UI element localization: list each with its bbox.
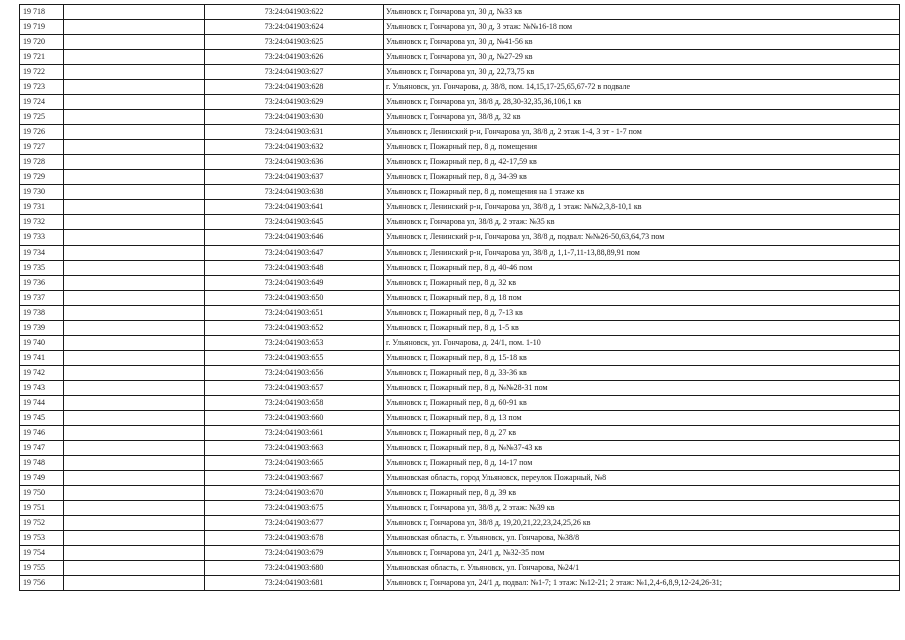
table-row (20, 110, 900, 125)
cadastral-number-cell: 73:24:041903:670 (205, 486, 384, 501)
cadastral-number-cell: 73:24:041903:681 (205, 576, 384, 591)
registry-sheet (19, 4, 899, 591)
address-cell: Ульяновск г, Пожарный пер, 8 д, 7-13 кв (384, 305, 900, 320)
cadastral-number-cell: 73:24:041903:677 (205, 516, 384, 531)
cadastral-number-cell: 73:24:041903:656 (205, 365, 384, 380)
row-number-cell: 19 755 (20, 561, 64, 576)
cadastral-number-cell: 73:24:041903:679 (205, 546, 384, 561)
table-row (20, 65, 900, 80)
address-cell: Ульяновск г, Пожарный пер, 8 д, 27 кв (384, 425, 900, 440)
address-cell: Ульяновск г, Ленинский р-н, Гончарова ул, 38/8 д, подвал: №№26-50,63,64,73 пом (384, 230, 900, 245)
empty-cell (64, 425, 205, 440)
cadastral-number-cell: 73:24:041903:638 (205, 185, 384, 200)
empty-cell (64, 335, 205, 350)
empty-cell (64, 110, 205, 125)
cadastral-number-cell: 73:24:041903:653 (205, 335, 384, 350)
address-cell: Ульяновск г, Пожарный пер, 8 д, 13 пом (384, 410, 900, 425)
empty-cell (64, 95, 205, 110)
address-cell: г. Ульяновск, ул. Гончарова, д. 38/8, пом. 14,15,17-25,65,67-72 в подвале (384, 80, 900, 95)
row-number-cell: 19 749 (20, 470, 64, 485)
table-row (20, 140, 900, 155)
empty-cell (64, 531, 205, 546)
address-cell: Ульяновск г, Гончарова ул, 30 д, 3 этаж: №№16-18 пом (384, 20, 900, 35)
empty-cell (64, 65, 205, 80)
address-cell: Ульяновск г, Пожарный пер, 8 д, 1-5 кв (384, 320, 900, 335)
cadastral-number-cell: 73:24:041903:661 (205, 425, 384, 440)
cadastral-number-cell: 73:24:041903:658 (205, 395, 384, 410)
row-number-cell: 19 733 (20, 230, 64, 245)
cadastral-number-cell: 73:24:041903:648 (205, 260, 384, 275)
address-cell: Ульяновск г, Пожарный пер, 8 д, 60-91 кв (384, 395, 900, 410)
empty-cell (64, 215, 205, 230)
row-number-cell: 19 748 (20, 455, 64, 470)
cadastral-number-cell: 73:24:041903:646 (205, 230, 384, 245)
table-row (20, 350, 900, 365)
empty-cell (64, 455, 205, 470)
row-number-cell: 19 731 (20, 200, 64, 215)
empty-cell (64, 516, 205, 531)
empty-cell (64, 200, 205, 215)
table-row (20, 320, 900, 335)
empty-cell (64, 230, 205, 245)
empty-cell (64, 380, 205, 395)
row-number-cell: 19 721 (20, 50, 64, 65)
row-number-cell: 19 739 (20, 320, 64, 335)
table-row (20, 440, 900, 455)
empty-cell (64, 320, 205, 335)
cadastral-number-cell: 73:24:041903:651 (205, 305, 384, 320)
address-cell: Ульяновская область, г. Ульяновск, ул. Гончарова, №24/1 (384, 561, 900, 576)
row-number-cell: 19 722 (20, 65, 64, 80)
address-cell: Ульяновск г, Пожарный пер, 8 д, №№37-43 кв (384, 440, 900, 455)
empty-cell (64, 5, 205, 20)
row-number-cell: 19 756 (20, 576, 64, 591)
address-cell: Ульяновск г, Гончарова ул, 38/8 д, 28,30-32,35,36,106,1 кв (384, 95, 900, 110)
row-number-cell: 19 752 (20, 516, 64, 531)
table-row (20, 5, 900, 20)
address-cell: Ульяновск г, Пожарный пер, 8 д, 18 пом (384, 290, 900, 305)
cadastral-number-cell: 73:24:041903:626 (205, 50, 384, 65)
cadastral-number-cell: 73:24:041903:650 (205, 290, 384, 305)
empty-cell (64, 470, 205, 485)
table-row (20, 380, 900, 395)
row-number-cell: 19 744 (20, 395, 64, 410)
address-cell: Ульяновск г, Гончарова ул, 38/8 д, 2 этаж: №39 кв (384, 501, 900, 516)
table-row (20, 80, 900, 95)
table-row (20, 260, 900, 275)
table-row (20, 215, 900, 230)
table-row (20, 516, 900, 531)
empty-cell (64, 561, 205, 576)
cadastral-number-cell: 73:24:041903:627 (205, 65, 384, 80)
empty-cell (64, 440, 205, 455)
cadastral-number-cell: 73:24:041903:678 (205, 531, 384, 546)
table-row (20, 455, 900, 470)
cadastral-number-cell: 73:24:041903:629 (205, 95, 384, 110)
cadastral-number-cell: 73:24:041903:660 (205, 410, 384, 425)
address-cell: Ульяновск г, Гончарова ул, 38/8 д, 32 кв (384, 110, 900, 125)
address-cell: Ульяновск г, Пожарный пер, 8 д, помещения (384, 140, 900, 155)
row-number-cell: 19 751 (20, 501, 64, 516)
row-number-cell: 19 738 (20, 305, 64, 320)
cadastral-number-cell: 73:24:041903:665 (205, 455, 384, 470)
empty-cell (64, 140, 205, 155)
cadastral-number-cell: 73:24:041903:657 (205, 380, 384, 395)
table-row (20, 546, 900, 561)
empty-cell (64, 546, 205, 561)
table-row (20, 20, 900, 35)
address-cell: Ульяновск г, Ленинский р-н, Гончарова ул, 38/8 д, 1 этаж: №№2,3,8-10,1 кв (384, 200, 900, 215)
empty-cell (64, 410, 205, 425)
cadastral-number-cell: 73:24:041903:680 (205, 561, 384, 576)
address-cell: Ульяновская область, г. Ульяновск, ул. Гончарова, №38/8 (384, 531, 900, 546)
empty-cell (64, 155, 205, 170)
table-row (20, 170, 900, 185)
cadastral-number-cell: 73:24:041903:631 (205, 125, 384, 140)
address-cell: Ульяновск г, Гончарова ул, 30 д, №33 кв (384, 5, 900, 20)
row-number-cell: 19 718 (20, 5, 64, 20)
empty-cell (64, 245, 205, 260)
table-row (20, 335, 900, 350)
row-number-cell: 19 754 (20, 546, 64, 561)
row-number-cell: 19 741 (20, 350, 64, 365)
address-cell: Ульяновская область, город Ульяновск, переулок Пожарный, №8 (384, 470, 900, 485)
empty-cell (64, 80, 205, 95)
empty-cell (64, 350, 205, 365)
cadastral-number-cell: 73:24:041903:622 (205, 5, 384, 20)
row-number-cell: 19 726 (20, 125, 64, 140)
empty-cell (64, 486, 205, 501)
address-cell: Ульяновск г, Ленинский р-н, Гончарова ул, 38/8 д, 1,1-7,11-13,88,89,91 пом (384, 245, 900, 260)
cadastral-number-cell: 73:24:041903:641 (205, 200, 384, 215)
address-cell: Ульяновск г, Ленинский р-н, Гончарова ул, 38/8 д, 2 этаж 1-4, 3 эт - 1-7 пом (384, 125, 900, 140)
row-number-cell: 19 750 (20, 486, 64, 501)
registry-table-body (20, 5, 900, 591)
empty-cell (64, 275, 205, 290)
cadastral-number-cell: 73:24:041903:630 (205, 110, 384, 125)
row-number-cell: 19 720 (20, 35, 64, 50)
address-cell: Ульяновск г, Пожарный пер, 8 д, 32 кв (384, 275, 900, 290)
table-row (20, 470, 900, 485)
table-row (20, 365, 900, 380)
row-number-cell: 19 729 (20, 170, 64, 185)
table-row (20, 290, 900, 305)
row-number-cell: 19 745 (20, 410, 64, 425)
empty-cell (64, 125, 205, 140)
empty-cell (64, 260, 205, 275)
table-row (20, 395, 900, 410)
address-cell: Ульяновск г, Гончарова ул, 24/1 д, подвал: №1-7; 1 этаж: №12-21; 2 этаж: №1,2,4-6,8,9,12-24,26-31; (384, 576, 900, 591)
cadastral-number-cell: 73:24:041903:647 (205, 245, 384, 260)
table-row (20, 155, 900, 170)
row-number-cell: 19 728 (20, 155, 64, 170)
empty-cell (64, 395, 205, 410)
cadastral-number-cell: 73:24:041903:655 (205, 350, 384, 365)
cadastral-number-cell: 73:24:041903:663 (205, 440, 384, 455)
row-number-cell: 19 753 (20, 531, 64, 546)
row-number-cell: 19 730 (20, 185, 64, 200)
empty-cell (64, 290, 205, 305)
cadastral-number-cell: 73:24:041903:625 (205, 35, 384, 50)
cadastral-number-cell: 73:24:041903:636 (205, 155, 384, 170)
row-number-cell: 19 746 (20, 425, 64, 440)
table-row (20, 305, 900, 320)
table-row (20, 561, 900, 576)
table-row (20, 245, 900, 260)
table-row (20, 410, 900, 425)
row-number-cell: 19 742 (20, 365, 64, 380)
empty-cell (64, 501, 205, 516)
table-row (20, 425, 900, 440)
empty-cell (64, 365, 205, 380)
address-cell: Ульяновск г, Гончарова ул, 38/8 д, 19,20,21,22,23,24,25,26 кв (384, 516, 900, 531)
address-cell: Ульяновск г, Гончарова ул, 24/1 д, №32-35 пом (384, 546, 900, 561)
address-cell: Ульяновск г, Пожарный пер, 8 д, 33-36 кв (384, 365, 900, 380)
row-number-cell: 19 727 (20, 140, 64, 155)
empty-cell (64, 50, 205, 65)
empty-cell (64, 305, 205, 320)
row-number-cell: 19 725 (20, 110, 64, 125)
cadastral-number-cell: 73:24:041903:667 (205, 470, 384, 485)
empty-cell (64, 20, 205, 35)
row-number-cell: 19 735 (20, 260, 64, 275)
address-cell: Ульяновск г, Пожарный пер, 8 д, 40-46 пом (384, 260, 900, 275)
row-number-cell: 19 719 (20, 20, 64, 35)
table-row (20, 50, 900, 65)
address-cell: Ульяновск г, Пожарный пер, 8 д, 39 кв (384, 486, 900, 501)
registry-table (19, 4, 900, 591)
cadastral-number-cell: 73:24:041903:675 (205, 501, 384, 516)
address-cell: Ульяновск г, Гончарова ул, 30 д, №41-56 кв (384, 35, 900, 50)
address-cell: Ульяновск г, Пожарный пер, 8 д, помещения на 1 этаже кв (384, 185, 900, 200)
table-row (20, 501, 900, 516)
row-number-cell: 19 743 (20, 380, 64, 395)
table-row (20, 200, 900, 215)
address-cell: Ульяновск г, Пожарный пер, 8 д, 14-17 пом (384, 455, 900, 470)
cadastral-number-cell: 73:24:041903:645 (205, 215, 384, 230)
row-number-cell: 19 736 (20, 275, 64, 290)
address-cell: Ульяновск г, Пожарный пер, 8 д, 42-17,59 кв (384, 155, 900, 170)
table-row (20, 275, 900, 290)
cadastral-number-cell: 73:24:041903:637 (205, 170, 384, 185)
empty-cell (64, 35, 205, 50)
table-row (20, 576, 900, 591)
empty-cell (64, 170, 205, 185)
empty-cell (64, 185, 205, 200)
row-number-cell: 19 737 (20, 290, 64, 305)
cadastral-number-cell: 73:24:041903:624 (205, 20, 384, 35)
address-cell: Ульяновск г, Пожарный пер, 8 д, 34-39 кв (384, 170, 900, 185)
table-row (20, 35, 900, 50)
row-number-cell: 19 723 (20, 80, 64, 95)
address-cell: Ульяновск г, Гончарова ул, 30 д, №27-29 кв (384, 50, 900, 65)
table-row (20, 95, 900, 110)
address-cell: Ульяновск г, Пожарный пер, 8 д, 15-18 кв (384, 350, 900, 365)
table-row (20, 125, 900, 140)
table-row (20, 486, 900, 501)
address-cell: Ульяновск г, Гончарова ул, 30 д, 22,73,75 кв (384, 65, 900, 80)
cadastral-number-cell: 73:24:041903:632 (205, 140, 384, 155)
row-number-cell: 19 740 (20, 335, 64, 350)
cadastral-number-cell: 73:24:041903:628 (205, 80, 384, 95)
row-number-cell: 19 732 (20, 215, 64, 230)
row-number-cell: 19 747 (20, 440, 64, 455)
cadastral-number-cell: 73:24:041903:652 (205, 320, 384, 335)
table-row (20, 185, 900, 200)
row-number-cell: 19 724 (20, 95, 64, 110)
cadastral-number-cell: 73:24:041903:649 (205, 275, 384, 290)
row-number-cell: 19 734 (20, 245, 64, 260)
address-cell: Ульяновск г, Гончарова ул, 38/8 д, 2 этаж: №35 кв (384, 215, 900, 230)
address-cell: г. Ульяновск, ул. Гончарова, д. 24/1, пом. 1-10 (384, 335, 900, 350)
table-row (20, 230, 900, 245)
empty-cell (64, 576, 205, 591)
table-row (20, 531, 900, 546)
address-cell: Ульяновск г, Пожарный пер, 8 д, №№28-31 пом (384, 380, 900, 395)
